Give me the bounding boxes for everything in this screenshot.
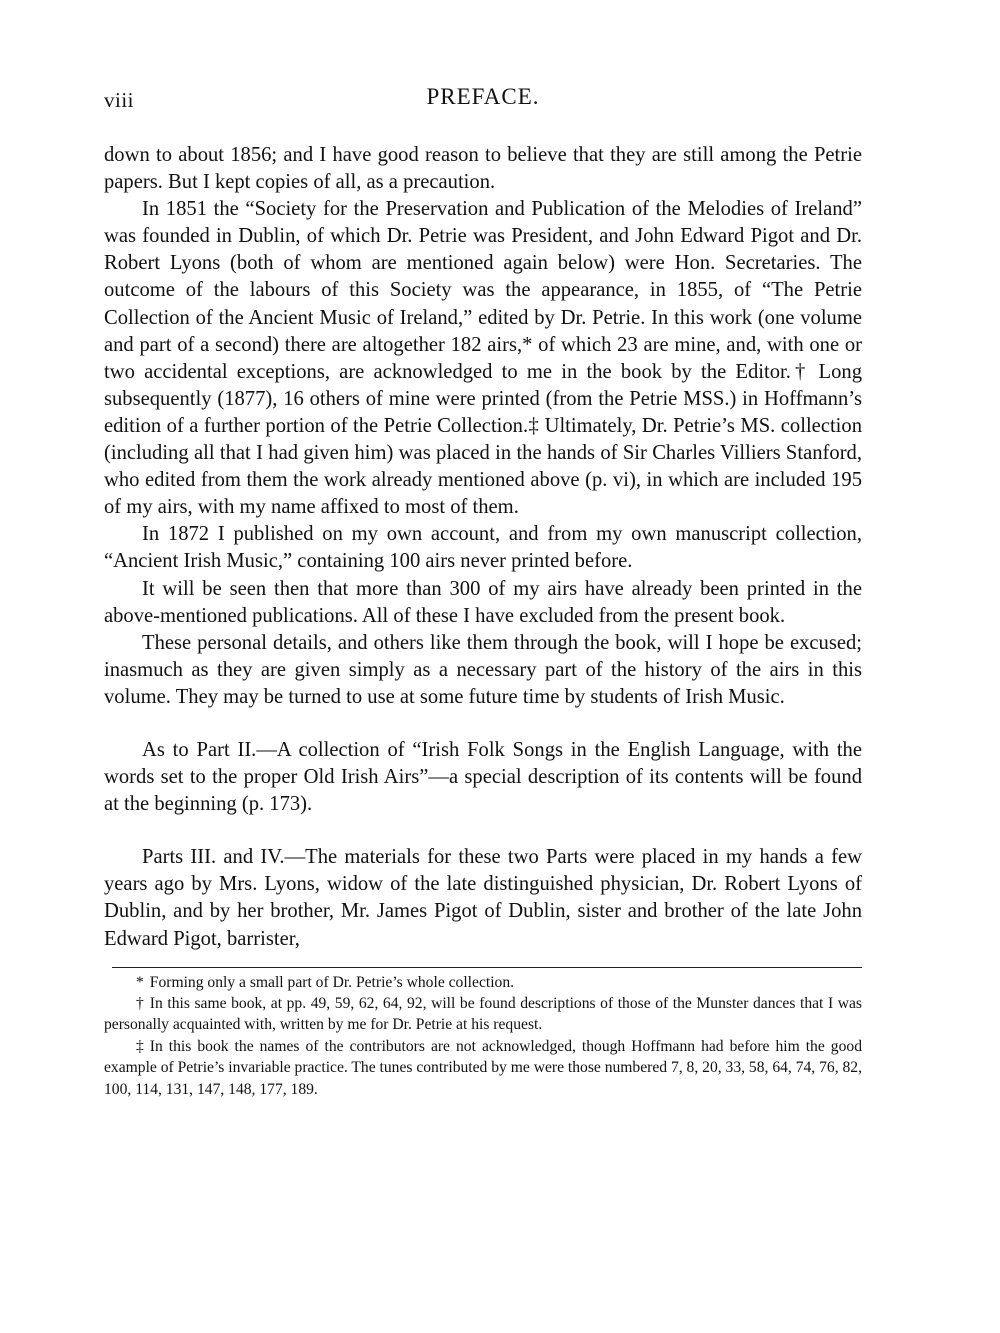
paragraph-petrie-society: In 1851 the “Society for the Preservation and Publication of the Melodies of Ireland” was founded in Dublin, of which Dr. Petrie was President, and John Edward Pigot and Dr. Robert Lyons (both of whom are mentioned again below) were Hon. Secretaries. The outcome of the labours of this Society was the appearance, in 1855, of “The Petrie Collection of the Ancient Music of Ireland,” edited by Dr. Petrie. In this work (one volume and part of a second) there are altogether 182 airs,* of which 23 are mine, and, with one or two accidental exceptions, are acknowledged to me in the book by the Editor.† Long subsequently (1877), 16 others of mine were printed (from the Petrie MSS.) in Hoffmann’s edition of a further portion of the Petrie Collection.‡ Ultimately, Dr. Petrie’s MS. collection (including all that I had given him) was placed in the hands of Sir Charles Villiers Stanford, who edited from them the work already mentioned above (p. vi), in which are included 195 of my airs, with my name affixed to most of them.: [104, 198, 862, 519]
body-text: [104, 142, 862, 953]
footnote-text: In this book the names of the contributors are not acknowledged, though Hoffmann had before him the good example of Petrie’s invariable practice. The tunes contributed by me were those numbered 7, 8, 20, 33, 58, 64, 74, 76, 82, 100, 114, 131, 147, 148, 177, 189.: [104, 1037, 862, 1098]
paragraph-excluded-airs: It will be seen then that more than 300 of my airs have already been printed in the above-mentioned publications. All of these I have excluded from the present book.: [104, 577, 862, 627]
footnote-text: Forming only a small part of Dr. Petrie’s whole collection.: [149, 973, 515, 991]
page-number: viii: [104, 88, 135, 112]
page-header: [104, 84, 862, 114]
footnote: [104, 1036, 862, 1100]
footnote-mark: †: [136, 995, 144, 1013]
footnote-text: In this same book, at pp. 49, 59, 62, 64, 92, will be found descriptions of those of the Munster dances that I was personally acquainted with, written by me for Dr. Petrie at his request.: [104, 995, 862, 1034]
footnote-divider: [112, 967, 862, 968]
footnote: [104, 972, 862, 993]
document-page: [104, 84, 862, 1100]
paragraph-part-two: As to Part II.—A collection of “Irish Folk Songs in the English Language, with the words set to the proper Old Irish Airs”—a special description of its contents will be found at the beginning (p. 173).: [104, 738, 862, 816]
footnote-mark: ‡: [136, 1037, 144, 1055]
paragraph-personal-details: These personal details, and others like them through the book, will I hope be excused; inasmuch as they are given simply as a necessary part of the history of the airs in this volume. They may be turned to use at some future time by students of Irish Music.: [104, 631, 862, 708]
footnote: [104, 993, 862, 1036]
paragraph-ancient-irish-music: In 1872 I published on my own account, and from my own manuscript collection, “Ancient Irish Music,” containing 100 airs never printed before.: [104, 523, 862, 573]
paragraph-continuation: down to about 1856; and I have good reason to believe that they are still among the Petrie papers. But I kept copies of all, as a precaution.: [104, 144, 862, 194]
paragraph-parts-three-four: Parts III. and IV.—The materials for these two Parts were placed in my hands a few years ago by Mrs. Lyons, widow of the late distinguished physician, Dr. Robert Lyons of Dublin, and by her brother, Mr. James Pigot of Dublin, sister and brother of the late John Edward Pigot, barrister,: [104, 846, 862, 950]
footnote-mark: *: [136, 973, 144, 991]
running-title: PREFACE.: [426, 84, 540, 109]
footnotes: [104, 972, 862, 1100]
